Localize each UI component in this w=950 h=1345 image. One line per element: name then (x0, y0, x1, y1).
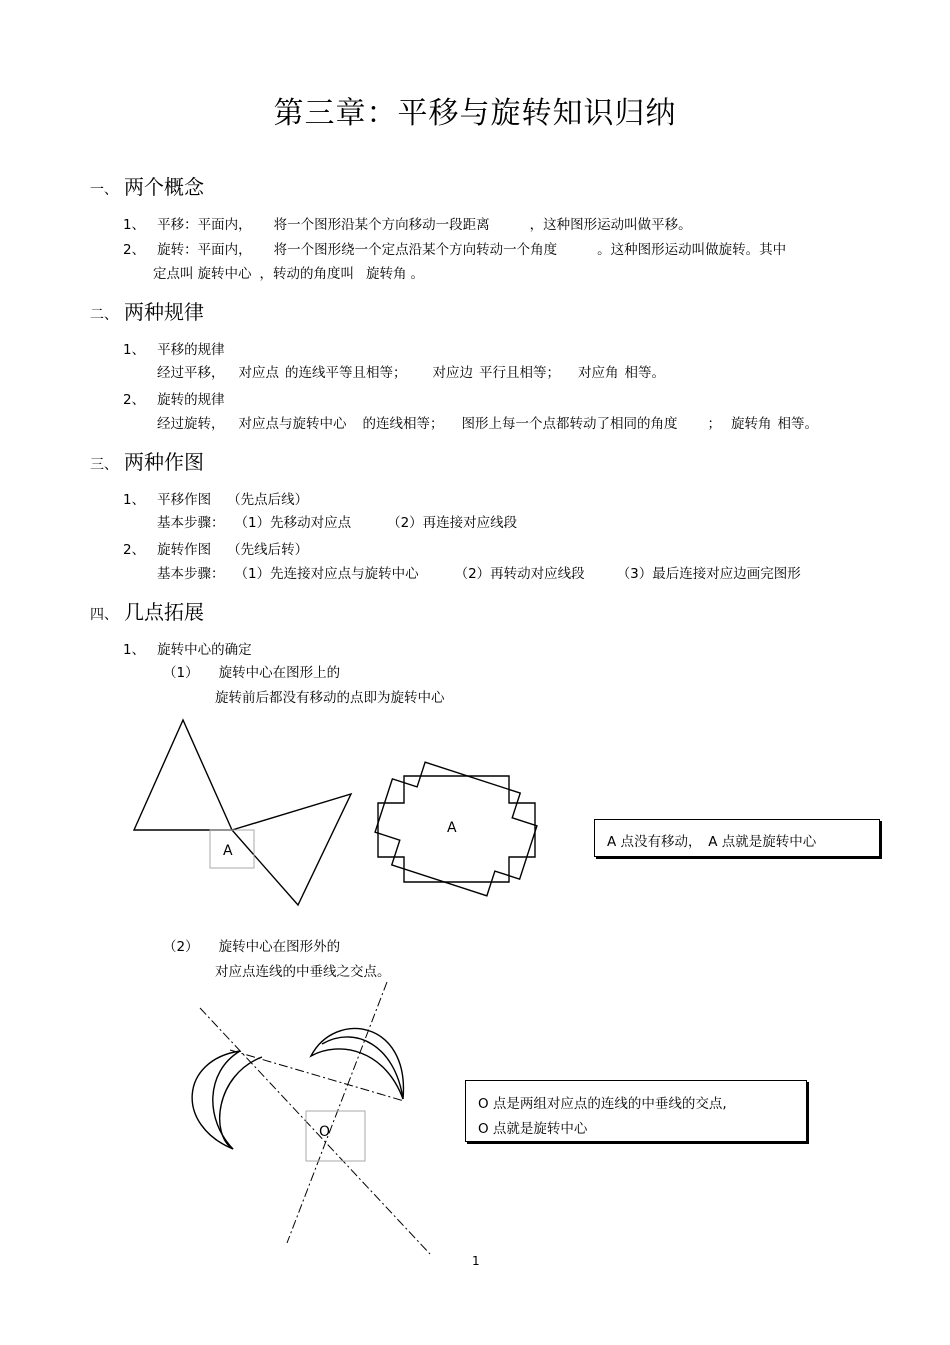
triangle-original (134, 720, 232, 830)
point-a-label-1: A (223, 843, 233, 859)
concept-translation: 1、 平移：平面内， 将一个图形沿某个方向移动一段距离 ，这种图形运动叫做平移。 (123, 217, 692, 233)
triangle-rotated (232, 794, 351, 905)
extension-item-1: 1、 旋转中心的确定 (123, 642, 252, 658)
case-2-label: （2） 旋转中心在图形外的 (163, 939, 341, 955)
moon-original-inner (220, 1057, 262, 1149)
rule-translation-label: 1、 平移的规律 (123, 342, 225, 358)
concept-rotation: 2、 旋转：平面内， 将一个图形绕一个定点沿某个方向转动一个角度 。这种图形运动叫做旋转。其中 (123, 242, 787, 258)
section-4-heading: 四、 几点拓展 (90, 600, 204, 624)
moon-original (192, 1051, 240, 1149)
section-1-heading: 一、 两个概念 (90, 175, 204, 199)
rotated-moons-figure (192, 1029, 403, 1149)
drawing-rotation-label: 2、 旋转作图 （先线后转） (123, 542, 309, 558)
page-title: 第三章：平移与旋转知识归纳 (273, 96, 677, 131)
moon-rotated (311, 1029, 403, 1099)
page-number: 1 (472, 1254, 480, 1268)
drawing-rotation-steps: 基本步骤： （1）先连接对应点与旋转中心 （2）再转动对应线段 （3）最后连接对应边画完图形 (157, 566, 801, 582)
section-2-heading: 二、 两种规律 (90, 300, 204, 324)
point-a-label-2: A (447, 820, 457, 836)
note-center-o (465, 1080, 807, 1142)
rule-translation-text: 经过平移， 对应点 的连线平等且相等； 对应边 平行且相等； 对应角 相等。 (157, 365, 665, 381)
point-o-label: O (319, 1124, 331, 1140)
note-center-a (594, 819, 880, 857)
concept-rotation-cont: 定点叫 旋转中心 ，转动的角度叫 旋转角 。 (153, 266, 424, 282)
drawing-translation-steps: 基本步骤： （1）先移动对应点 （2）再连接对应线段 (157, 515, 518, 531)
perpendicular-bisectors (200, 982, 430, 1254)
label-o-box (306, 1111, 365, 1161)
note-center-a-text: A 点没有移动， A 点就是旋转中心 (607, 834, 817, 850)
section-3-heading: 三、 两种作图 (90, 450, 204, 474)
rule-rotation-label: 2、 旋转的规律 (123, 392, 225, 408)
case-1-label: （1） 旋转中心在图形上的 (163, 665, 341, 681)
rotated-triangles-figure (134, 720, 351, 905)
note-center-o-line2: O 点就是旋转中心 (478, 1121, 588, 1137)
case-2-desc: 对应点连线的中垂线之交点。 (215, 964, 391, 980)
case-1-desc: 旋转前后都没有移动的点即为旋转中心 (215, 690, 445, 706)
rule-rotation-text: 经过旋转， 对应点与旋转中心 的连线相等； 图形上每一个点都转动了相同的角度 ； 旋转角 相等。 (157, 416, 818, 432)
note-center-o-line1: O 点是两组对应点的连线的中垂线的交点, (478, 1096, 727, 1112)
drawing-translation-label: 1、 平移作图 （先点后线） (123, 492, 309, 508)
